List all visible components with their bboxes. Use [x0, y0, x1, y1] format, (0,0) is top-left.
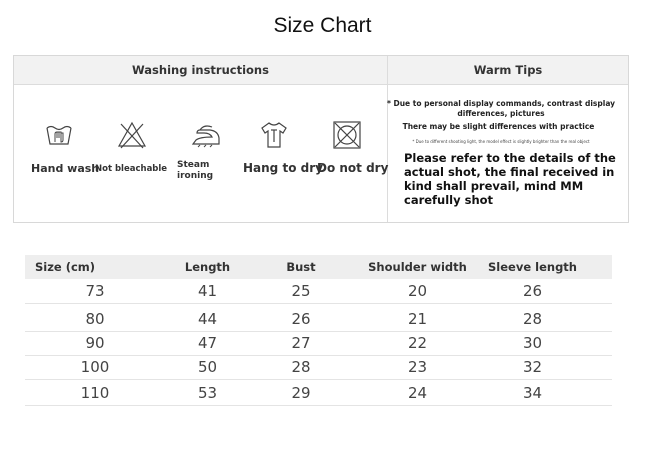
cell-shoulder-width: 21	[407, 310, 428, 328]
cell-size: 80	[85, 310, 105, 328]
cell-bust: 28	[291, 358, 311, 376]
hand-wash-label: Hand wash	[31, 162, 100, 175]
cell-sleeve-length: 32	[522, 358, 543, 376]
table-row	[25, 307, 612, 332]
care-header-bar	[14, 56, 628, 85]
size-table-header	[25, 255, 612, 279]
care-instructions-panel	[13, 55, 629, 223]
table-row	[25, 331, 612, 356]
cell-size: 110	[80, 384, 110, 402]
cell-sleeve-length: 26	[522, 282, 543, 300]
cell-shoulder-width: 23	[407, 358, 428, 376]
steam-ironing-icon	[190, 120, 222, 150]
tip-text-3: * Due to different shooting light, the model effect is slightly brighter than the real object	[412, 139, 590, 144]
page-title: Size Chart	[273, 14, 372, 37]
warm-tips-header: Warm Tips	[473, 63, 543, 77]
column-header-bust: Bust	[286, 260, 316, 274]
tip-text-1: * Due to personal display commands, contrast display differences, pictures	[386, 99, 616, 118]
cell-bust: 29	[291, 384, 311, 402]
hand-wash-icon	[44, 120, 74, 150]
table-row	[25, 279, 612, 304]
cell-sleeve-length: 30	[522, 334, 543, 352]
cell-sleeve-length: 28	[522, 310, 543, 328]
table-row	[25, 355, 612, 380]
cell-length: 47	[197, 334, 218, 352]
hang-to-dry-label: Hang to dry	[243, 161, 323, 175]
cell-shoulder-width: 22	[407, 334, 428, 352]
cell-size: 90	[85, 334, 105, 352]
do-not-dry-icon	[332, 120, 362, 150]
not-bleachable-icon	[117, 120, 147, 150]
cell-shoulder-width: 20	[407, 282, 428, 300]
cell-bust: 27	[291, 334, 311, 352]
column-header-sleeve-length: Sleeve length	[488, 260, 577, 274]
cell-sleeve-length: 34	[522, 384, 543, 402]
column-header-shoulder-width: Shoulder width	[368, 260, 467, 274]
cell-length: 44	[197, 310, 218, 328]
hang-to-dry-icon	[259, 120, 289, 150]
column-header-size: Size (cm)	[34, 260, 96, 274]
cell-length: 41	[197, 282, 218, 300]
cell-size: 73	[85, 282, 105, 300]
cell-size: 100	[80, 358, 110, 376]
do-not-dry-label: Do not dry	[317, 161, 389, 175]
tip-text-4: Please refer to the details of the actual shot, the final received in kind shall prevail, mind MM carefully shot	[404, 151, 616, 207]
steam-ironing-label: Steam ironing	[177, 160, 214, 181]
washing-instructions-header: Washing instructions	[132, 63, 269, 77]
column-header-length: Length	[184, 260, 231, 274]
tip-text-2: There may be slight differences with practice	[402, 122, 595, 131]
cell-bust: 25	[291, 282, 311, 300]
table-row	[25, 381, 612, 406]
cell-bust: 26	[291, 310, 311, 328]
not-bleachable-label: Not bleachable	[95, 164, 168, 174]
cell-length: 50	[197, 358, 218, 376]
cell-length: 53	[197, 384, 218, 402]
cell-shoulder-width: 24	[407, 384, 428, 402]
